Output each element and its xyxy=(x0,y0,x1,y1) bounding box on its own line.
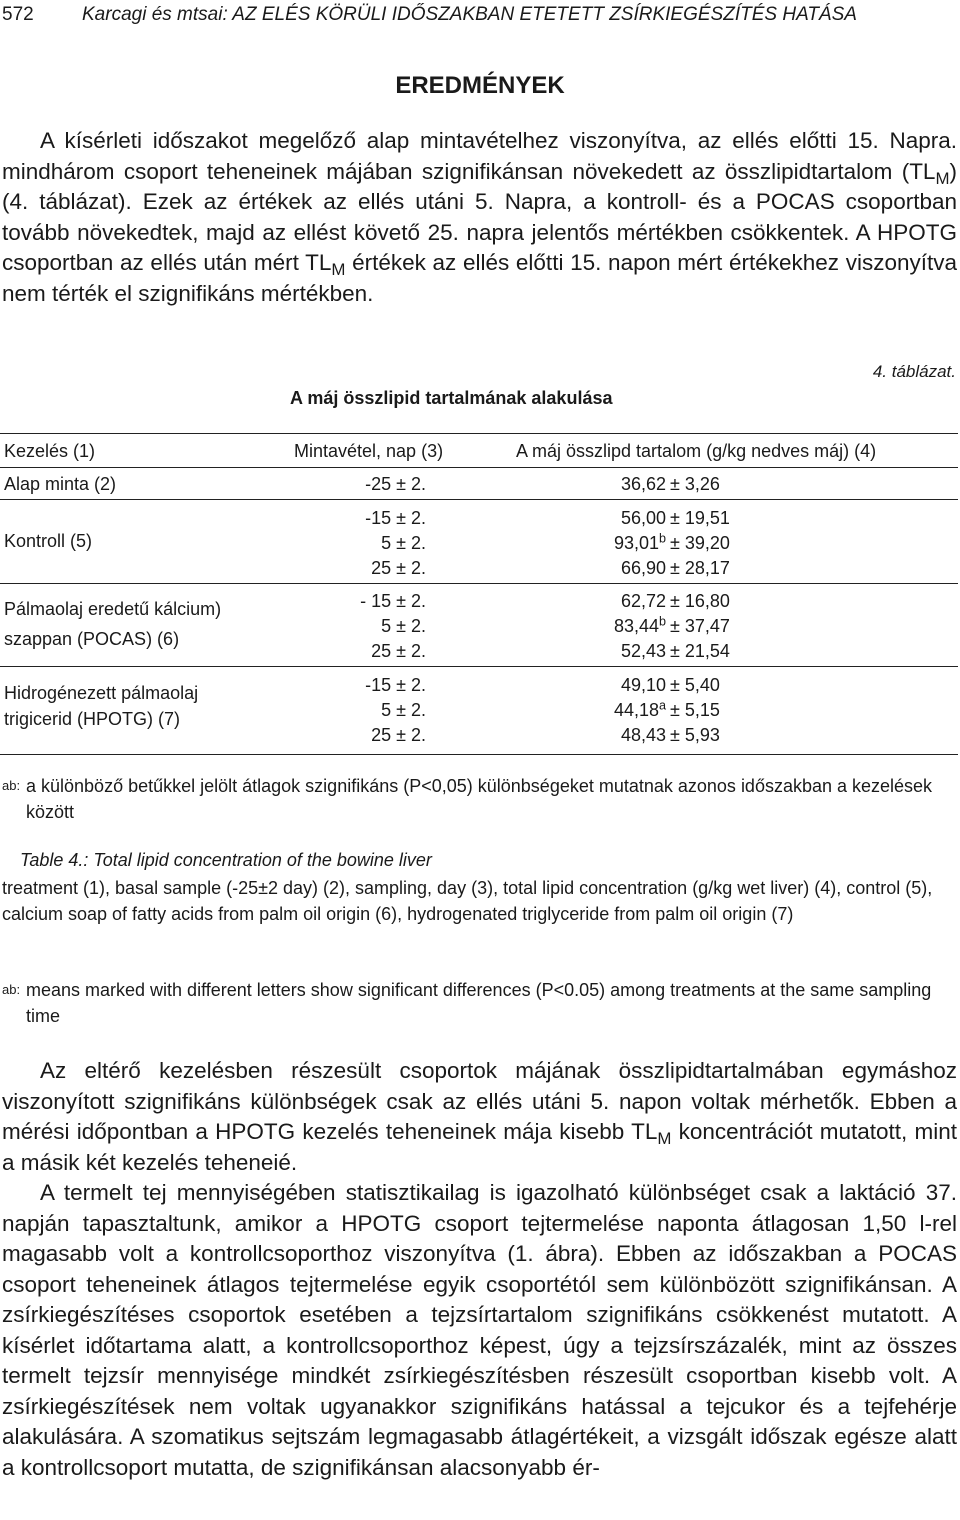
table-row xyxy=(670,700,720,721)
table-row xyxy=(670,675,720,696)
lipid-sd: ± 5,93 xyxy=(670,725,720,745)
group-label-basal: Alap minta (2) xyxy=(4,474,117,494)
footnote-en xyxy=(2,977,957,1026)
table-row xyxy=(381,700,426,721)
table-row xyxy=(621,558,666,579)
sampling-day: 25 ± 2. xyxy=(371,641,426,661)
english-legend: treatment (1), basal sample (-25±2 day) (2), sampling, day (3), total lipid concentration (g/kg wet liver) (4), control (5), calcium soap of fatty acids from palm oil origin (6), hydrogenated triglyceride from palm oil origin (7) xyxy=(2,878,933,924)
footnote-en-mark: ab: xyxy=(2,982,21,997)
table-row xyxy=(621,675,666,696)
table-header-treatment: Kezelés (1) xyxy=(4,441,96,461)
sampling-day: -25 ± 2. xyxy=(365,474,426,494)
table-rule-header xyxy=(0,467,958,468)
table-rule-top xyxy=(0,433,958,434)
lipid-mean: 48,43 xyxy=(620,725,666,745)
intro-subscript-2: M xyxy=(331,260,346,280)
table-row xyxy=(670,591,730,612)
table-row xyxy=(621,591,666,612)
lipid-mean: 93,01 xyxy=(613,533,659,553)
table-row xyxy=(670,725,720,746)
body-p1-text-b: koncentrációt mutatott, mint a másik két kezelés teheneié. xyxy=(2,1119,957,1175)
sampling-day: - 15 ± 2. xyxy=(360,591,426,611)
sampling-day: 25 ± 2. xyxy=(371,558,426,578)
intro-subscript-1: M xyxy=(935,168,950,188)
lipid-sd: ± 5,40 xyxy=(670,675,720,695)
table-row xyxy=(614,616,666,637)
lipid-sd: ± 37,47 xyxy=(670,616,730,636)
group-label-pocas-line1: Pálmaolaj eredetű kálcium) xyxy=(4,599,222,619)
intro-paragraph xyxy=(2,126,957,309)
lipid-sd: ± 3,26 xyxy=(670,474,720,494)
table-number: 4. táblázat. xyxy=(872,362,956,381)
running-header xyxy=(0,4,960,34)
intro-text-2: ) (4. táblázat). Ezek az értékek az ellés utáni 5. Napra, a kontroll- és a POCAS csoportban tovább növekedtek, majd az ellést követő 25. napra jelentős mértékben csökkentek. A HPOTG csoportban az ellés után mért TL xyxy=(2,158,957,275)
lipid-mean: 62,72 xyxy=(620,591,666,611)
group-label-control: Kontroll (5) xyxy=(4,531,93,551)
body-p1-subscript: M xyxy=(657,1129,672,1149)
table-row xyxy=(360,591,426,612)
lipid-sd: ± 16,80 xyxy=(670,591,730,611)
lipid-sd: ± 39,20 xyxy=(670,533,730,553)
sampling-day: 25 ± 2. xyxy=(371,725,426,745)
table-row xyxy=(670,558,730,579)
intro-text-1: A kísérleti időszakot megelőző alap mintavételhez viszonyítva, az ellés előtti 15. Napra. mindhárom csoport teheneinek májában szignifikánsan növekedett az összlipidtartalom (TL xyxy=(2,128,957,184)
body-p1-text-a: Az eltérő kezelésben részesült csoportok májának összlipidtartalmában egymáshoz viszonyított szignifikáns különbségek csak az ellés utáni 5. napon voltak mérhetők. Ebben a mérési időpontban a HPOTG kezelés teheneinek mája kisebb TL xyxy=(2,1058,957,1144)
body-paragraph-1 xyxy=(2,1056,957,1178)
group-label-pocas-line2: szappan (POCAS) (6) xyxy=(4,629,180,649)
footnote-hu-text: a különböző betűkkel jelölt átlagok szignifikáns (P<0,05) különbségeket mutatnak azonos időszakban a kezelések között xyxy=(26,776,933,822)
table-row xyxy=(670,533,730,554)
table-row xyxy=(614,700,666,721)
lipid-sd: ± 5,15 xyxy=(670,700,720,720)
table-row xyxy=(365,508,426,529)
table-row xyxy=(381,616,426,637)
group-label-hpotg-line1: Hidrogénezett pálmaolaj xyxy=(4,683,199,703)
page-number: 572 xyxy=(2,4,34,25)
table-row xyxy=(614,533,666,554)
intro-text-3: értékek az ellés előtti 15. napon mért értékekhez viszonyítva nem térték el szignifikáns mértékben. xyxy=(2,250,957,306)
body-p2-text: A termelt tej mennyiségében statisztikailag is igazolható különbséget csak a laktáció 37. napján tapasztaltunk, amikor a HPOTG csoport tejtermelése naponta átlagosan 1,50 l-rel magasabb volt a kontrollcsoporthoz viszonyítva (1. ábra). Ebben az időszakban a POCAS csoport teheneinek átlagos tejtermelése egyik csoportétól sem különbözött szignifikánsan. A zsírkiegészítéses csoportok esetében a tejzsírtartalom szignifikáns csökkenést mutatott. A kísérlet időtartama alatt, a kontrollcsoporthoz képest, úgy a tejzsírszázalék, mint az összes termelt tejzsír mennyisége mindkét zsírkiegészítésben részesült csoportban kisebb volt. A zsírkiegészítések nem voltak ugyanakkor szignifikáns hatással a tejcukor és a tejfehérje alakulására. A szomatikus sejtszám legmagasabb átlagértékeit, a vizsgált időszak egésze alatt a kontrollcsoport mutatta, de szignifikánsan alacsonyabb ér- xyxy=(2,1180,957,1480)
running-title: Karcagi és mtsai: AZ ELÉS KÖRÜLI IDŐSZAKBAN ETETETT ZSÍRKIEGÉSZÍTÉS HATÁSA xyxy=(82,4,857,25)
table-rule-group xyxy=(0,499,958,500)
body-paragraph-2 xyxy=(2,1178,957,1483)
significance-letter: b xyxy=(658,531,666,546)
table-title: A máj összlipid tartalmának alakulása xyxy=(290,388,613,408)
body-text xyxy=(2,1056,957,1483)
lipid-mean: 66,90 xyxy=(620,558,666,578)
table-header-sampling-day: Mintavétel, nap (3) xyxy=(294,441,444,461)
significance-letter: a xyxy=(658,698,666,713)
table-row xyxy=(670,508,730,529)
table-row xyxy=(381,533,426,554)
table-row xyxy=(621,641,666,662)
table-row xyxy=(621,508,666,529)
sampling-day: 5 ± 2. xyxy=(381,533,426,553)
lipid-sd: ± 19,51 xyxy=(670,508,730,528)
lipid-mean: 56,00 xyxy=(620,508,666,528)
lipid-mean: 36,62 xyxy=(620,474,666,494)
table-row xyxy=(371,558,426,579)
sampling-day: 5 ± 2. xyxy=(381,700,426,720)
table-row xyxy=(371,725,426,746)
english-table-caption: Table 4.: Total lipid concentration of the bowine liver xyxy=(20,850,432,870)
lipid-mean: 52,43 xyxy=(620,641,666,661)
table-rule-group xyxy=(0,583,958,584)
sampling-day: 5 ± 2. xyxy=(381,616,426,636)
lipid-mean: 49,10 xyxy=(620,675,666,695)
footnote-hu-mark: ab: xyxy=(2,778,21,793)
table-header-lipid-content: A máj összlipd tartalom (g/kg nedves máj) (4) xyxy=(516,441,877,461)
table-rule-group xyxy=(0,666,958,667)
lipid-sd: ± 21,54 xyxy=(670,641,730,661)
sampling-day: -15 ± 2. xyxy=(365,675,426,695)
sampling-day: -15 ± 2. xyxy=(365,508,426,528)
table-row xyxy=(621,725,666,746)
lipid-mean: 44,18 xyxy=(613,700,659,720)
table-row xyxy=(670,616,730,637)
lipid-mean: 83,44 xyxy=(613,616,659,636)
footnote-en-text: means marked with different letters show significant differences (P<0.05) among treatments at the same sampling time xyxy=(26,980,932,1026)
table-row xyxy=(371,641,426,662)
table-row xyxy=(365,675,426,696)
significance-letter: b xyxy=(658,614,666,629)
table-row xyxy=(670,474,720,495)
table-row xyxy=(670,641,730,662)
footnote-hu xyxy=(2,773,957,822)
group-label-hpotg-line2: trigicerid (HPOTG) (7) xyxy=(4,709,181,729)
table-row xyxy=(621,474,666,495)
section-title: EREDMÉNYEK xyxy=(395,72,565,99)
table-rule-bottom xyxy=(0,754,958,755)
lipid-sd: ± 28,17 xyxy=(670,558,730,578)
table-row xyxy=(365,474,426,495)
